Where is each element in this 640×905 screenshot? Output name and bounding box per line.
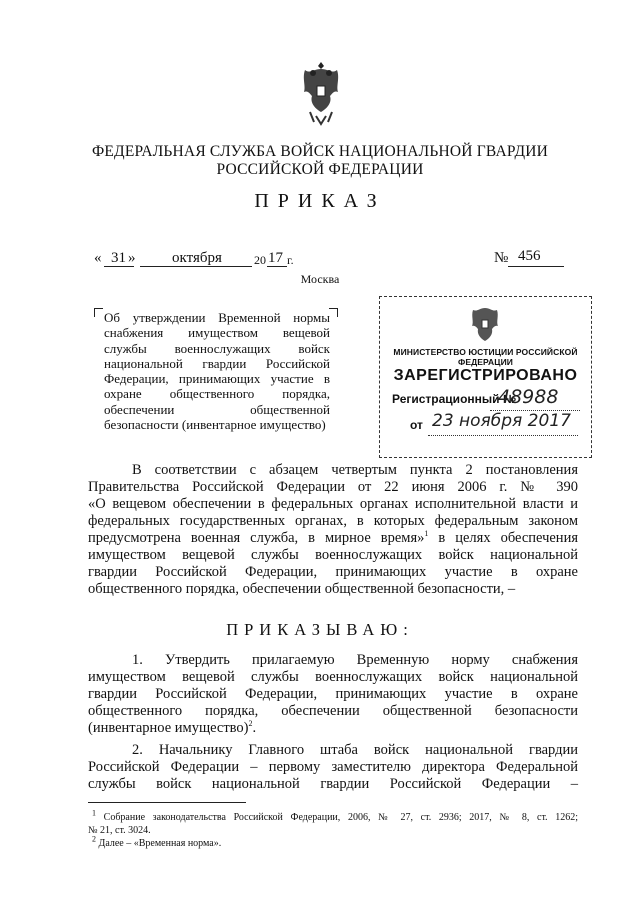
paragraph-text: в целях обеспечения bbox=[438, 530, 579, 546]
paragraph-line: гвардии Российской Федерации, принимающих участие в охране bbox=[88, 686, 578, 702]
paragraph-line: общественного порядка, обеспечении общественной безопасности, – bbox=[88, 581, 516, 597]
subject-line: безопасности (инвентарное имущество) bbox=[104, 417, 326, 433]
paragraph-line: Правительства Российской Федерации от 22 июня 2006 г. № 390 bbox=[88, 479, 578, 495]
paragraph-text: (инвентарное имущество) bbox=[88, 720, 249, 736]
footnote-mark: 2 bbox=[248, 719, 253, 729]
paragraph-line: 2. Начальнику Главного штаба войск национальной гвардии bbox=[132, 742, 578, 758]
organization-name-line-1: ФЕДЕРАЛЬНАЯ СЛУЖБА ВОЙСК НАЦИОНАЛЬНОЙ ГВАРДИИ bbox=[91, 143, 549, 160]
date-month: октября bbox=[172, 250, 222, 266]
coat-of-arms-emblem bbox=[296, 60, 346, 126]
subject-bracket-right bbox=[329, 308, 338, 317]
date-year-abbr: г. bbox=[287, 253, 294, 267]
paragraph-line: имуществом вещевой службы военнослужащих войск национальной bbox=[88, 547, 578, 563]
footnote-mark: 1 bbox=[424, 529, 429, 539]
stamp-ministry: МИНИСТЕРСТВО ЮСТИЦИИ РОССИЙСКОЙ ФЕДЕРАЦИИ bbox=[393, 347, 578, 367]
stamp-reg-date: 23 ноября 2017 bbox=[432, 411, 571, 431]
order-item-1 bbox=[88, 652, 578, 737]
paragraph-line bbox=[88, 720, 578, 737]
paragraph-line: службы войск национальной гвардии Российской Федерации – bbox=[88, 776, 578, 792]
footnote-text: Далее – «Временная норма». bbox=[98, 838, 222, 849]
footnote-text: Собрание законодательства Российской Федерации, 2006, № 27, ст. 2936; 2017, № 8, ст. 1262; bbox=[103, 812, 578, 823]
subject-line: охране общественного порядка, bbox=[104, 386, 330, 402]
stamp-emblem-icon bbox=[468, 305, 502, 343]
date-year-suffix: 17 bbox=[268, 250, 283, 266]
date-quote-close: » bbox=[128, 250, 136, 266]
subject-bracket-left bbox=[94, 308, 103, 317]
date-quote-open: « bbox=[94, 250, 102, 266]
footnote-separator bbox=[88, 802, 246, 803]
order-verb: ПРИКАЗЫВАЮ: bbox=[226, 620, 414, 639]
paragraph-line: Российской Федерации – первому заместителю директора Федеральной bbox=[88, 759, 578, 775]
subject-line: обеспечении общественной bbox=[104, 401, 330, 417]
paragraph-line: имуществом вещевой службы военнослужащих войск национальной bbox=[88, 669, 578, 685]
subject-line: снабжения имуществом вещевой bbox=[104, 325, 330, 341]
stamp-reg-label: Регистрационный № bbox=[392, 392, 517, 406]
footnote-mark: 1 bbox=[92, 808, 96, 818]
footnote-line: № 21, ст. 3024. bbox=[88, 825, 151, 836]
date-day: 31 bbox=[111, 250, 126, 266]
subject-line: Федерации, принимающих участие в bbox=[104, 371, 330, 387]
paragraph-line: «О вещевом обеспечении в федеральных органах исполнительной власти и bbox=[88, 496, 578, 512]
order-number-label: № bbox=[494, 250, 509, 266]
paragraph-line: гвардии Российской Федерации, принимающих участие в охране bbox=[88, 564, 578, 580]
paragraph-line: федеральных государственных органах, в которых федеральным законом bbox=[88, 513, 578, 529]
stamp-reg-number: 48988 bbox=[498, 386, 559, 408]
stamp-date-label: от bbox=[410, 418, 423, 432]
city: Москва bbox=[300, 272, 340, 286]
order-number: 456 bbox=[518, 248, 541, 264]
footnote-1 bbox=[88, 808, 578, 837]
paragraph-line: 1. Утвердить прилагаемую Временную норму снабжения bbox=[132, 652, 578, 668]
paragraph-line: общественного порядка, обеспечении общественной безопасности bbox=[88, 703, 578, 719]
order-item-2 bbox=[88, 742, 578, 793]
order-subject bbox=[104, 310, 330, 432]
footnote-2 bbox=[88, 834, 578, 850]
paragraph-line bbox=[88, 530, 578, 547]
paragraph-line: В соответствии с абзацем четвертым пункта 2 постановления bbox=[132, 462, 578, 478]
footnote-line bbox=[88, 808, 578, 824]
footnote-line bbox=[88, 834, 578, 850]
date-year-prefix: 20 bbox=[254, 253, 266, 267]
organization-name-line-2: РОССИЙСКОЙ ФЕДЕРАЦИИ bbox=[216, 161, 424, 178]
paragraph-text: предусмотрена военная служба, в мирное время» bbox=[88, 530, 425, 546]
subject-line: национальной гвардии Российской bbox=[104, 355, 330, 371]
subject-line: Об утверждении Временной нормы bbox=[104, 310, 330, 325]
registration-stamp bbox=[379, 296, 592, 458]
subject-line: службы военнослужащих войск bbox=[104, 340, 330, 356]
order-title: ПРИКАЗ bbox=[254, 190, 386, 212]
paragraph-text: . bbox=[252, 720, 257, 736]
preamble-paragraph bbox=[88, 462, 578, 598]
stamp-status: ЗАРЕГИСТРИРОВАНО bbox=[393, 367, 578, 384]
footnote-mark: 2 bbox=[92, 834, 96, 844]
